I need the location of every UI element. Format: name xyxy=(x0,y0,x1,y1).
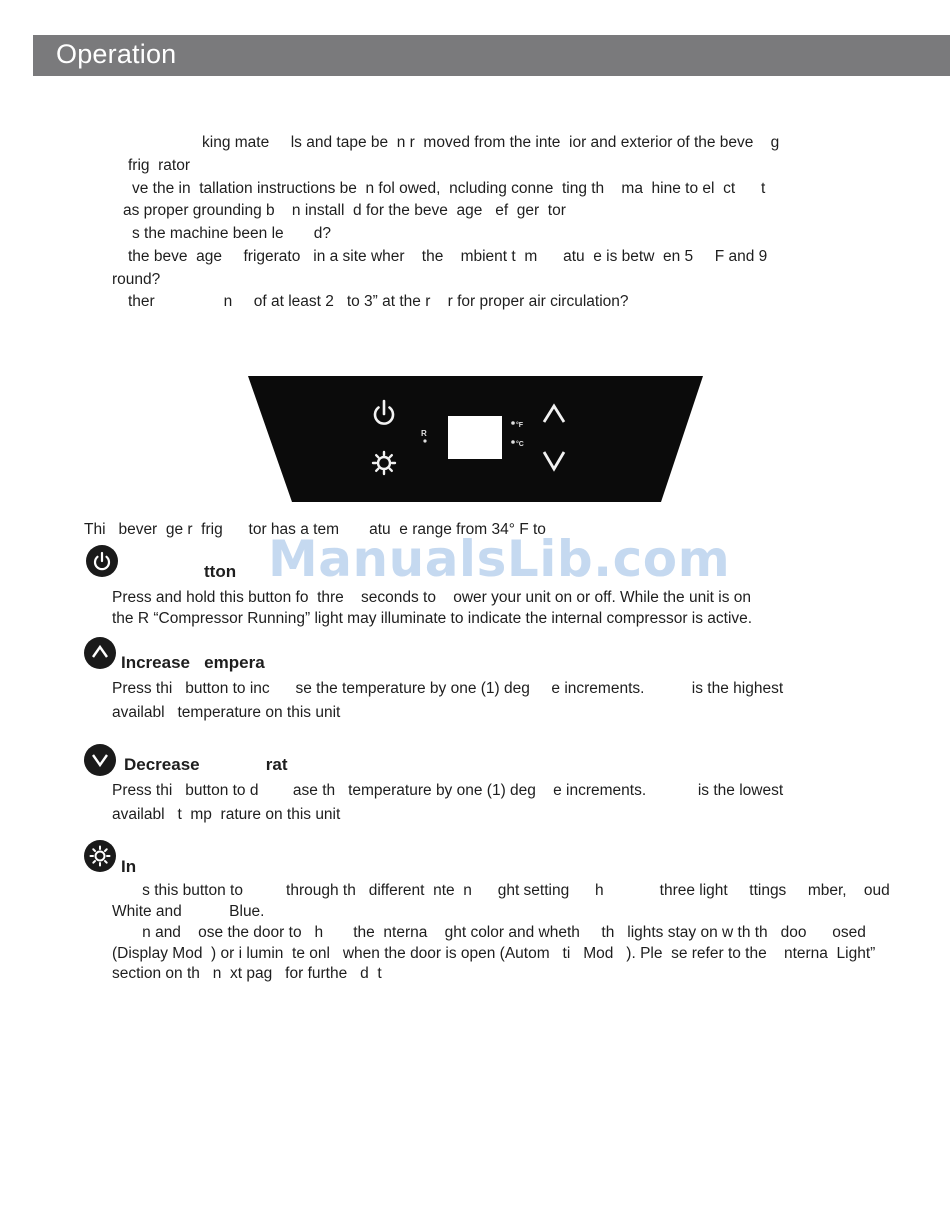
page-title: Operation xyxy=(56,39,177,69)
compressor-indicator-light xyxy=(423,439,426,442)
decrease-section-text: Press thi button to d ase th temperature by one (1) deg e increments. is the lowest xyxy=(112,782,784,799)
light-section-text: s this button to through th different nte n ght setting h three light ttings mber, oud xyxy=(112,882,890,899)
power-section-title: tton xyxy=(204,562,237,581)
light-section-text: (Display Mod ) or i lumin te onl when the door is open (Autom ti Mod ). Ple se refer to the nterna Light” xyxy=(112,945,876,962)
checklist-line: ther n of at least 2 to 3” at the r r for proper air circulation? xyxy=(128,293,629,310)
fahrenheit-label: °F xyxy=(516,422,524,429)
increase-section-text: availabl temperature on this unit xyxy=(112,704,341,721)
chevron-up-icon xyxy=(84,637,116,669)
celsius-label: °C xyxy=(516,441,524,448)
increase-section-text: Press thi button to inc se the temperature by one (1) deg e increments. is the highest xyxy=(112,680,784,697)
power-icon xyxy=(86,545,118,577)
checklist-line: as proper grounding b n install d for the beve age ef ger tor xyxy=(123,202,566,219)
light-section-text: n and ose the door to h the nterna ght color and wheth th lights stay on w th th doo osed xyxy=(112,924,866,941)
decrease-section-title: Decrease rat xyxy=(124,755,288,774)
power-section-text: the R “Compressor Running” light may illuminate to indicate the internal compressor is active. xyxy=(112,610,753,627)
checklist-line: the beve age frigerato in a site wher the mbient t m atu e is betw en 5 F and 9 xyxy=(128,248,768,265)
gear-icon xyxy=(84,840,116,872)
checklist-line: ve the in tallation instructions be n fol owed, ncluding conne ting th ma hine to el ct t xyxy=(132,180,766,197)
decrease-section-text: availabl t mp rature on this unit xyxy=(112,806,341,823)
checklist-line: frig rator xyxy=(128,157,191,174)
light-section-text: section on th n xt pag for furthe d t xyxy=(112,965,382,982)
section-header-bar xyxy=(33,35,950,76)
increase-button-icon xyxy=(84,637,116,669)
decrease-button-icon xyxy=(84,744,116,776)
control-panel-illustration xyxy=(248,376,704,503)
power-button-icon xyxy=(86,545,118,577)
fahrenheit-indicator-light xyxy=(511,421,515,425)
checklist-line: round? xyxy=(112,271,161,288)
light-section-text: White and Blue. xyxy=(112,903,265,920)
watermark: ManualsLib.com xyxy=(268,530,731,588)
light-section-title: In xyxy=(121,857,137,876)
increase-section-title: Increase empera xyxy=(121,653,265,672)
compressor-indicator-label: R xyxy=(421,429,427,438)
checklist-line: s the machine been le d? xyxy=(132,225,332,242)
celsius-indicator-light xyxy=(511,440,515,444)
power-section-text: Press and hold this button fo thre seconds to ower your unit on or off. While the unit is on xyxy=(112,589,752,606)
temperature-range-text: Thi bever ge r frig tor has a tem atu e range from 34° F to xyxy=(84,521,546,538)
chevron-down-icon xyxy=(84,744,116,776)
light-button-icon xyxy=(84,840,116,872)
checklist-line: king mate ls and tape be n r moved from the inte ior and exterior of the beve g xyxy=(202,134,780,151)
temperature-display xyxy=(448,416,502,459)
